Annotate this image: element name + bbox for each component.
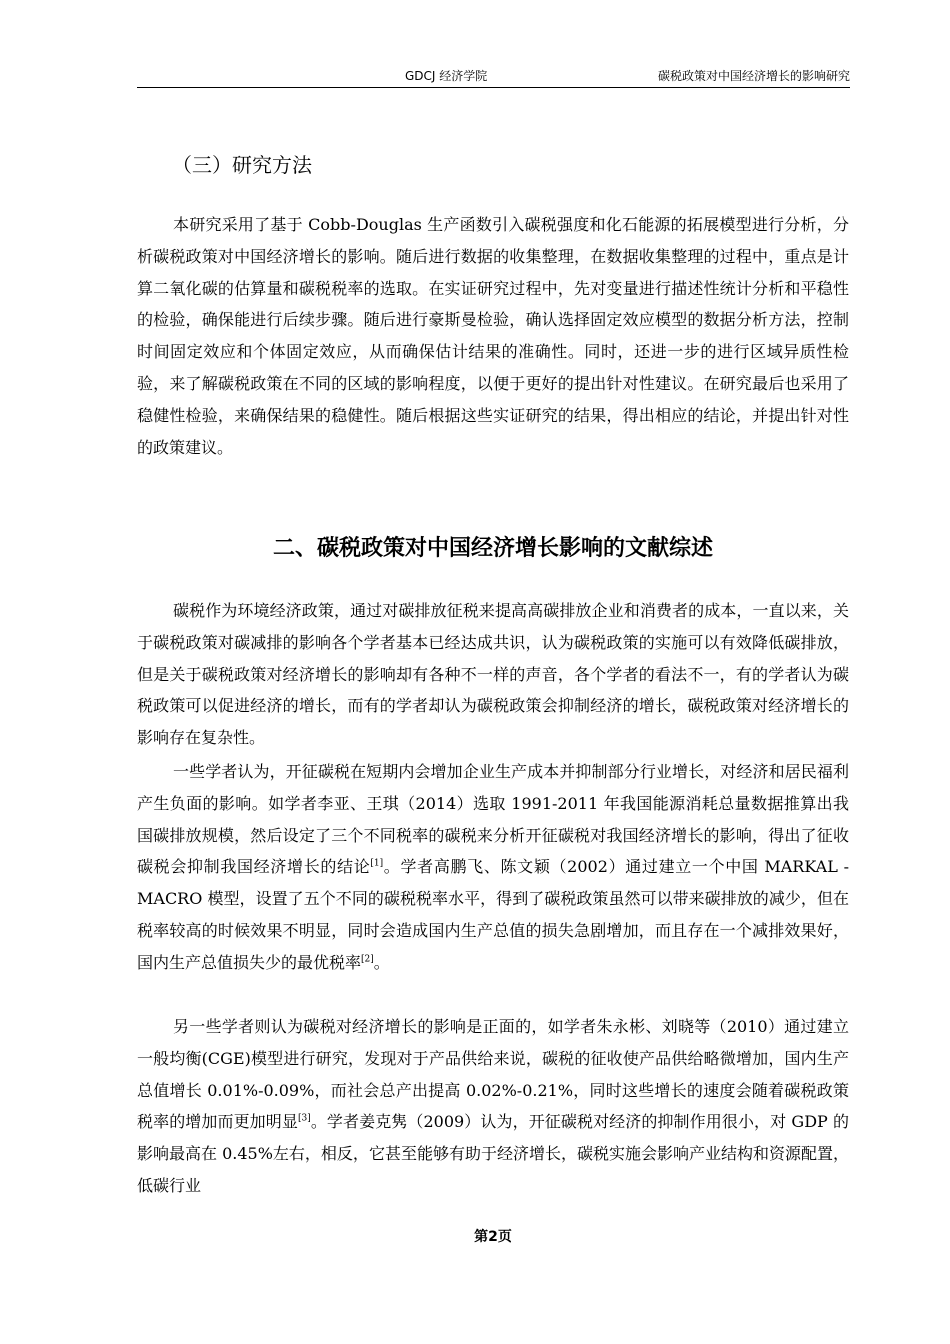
header-paper-title: 碳税政策对中国经济增长的影响研究	[657, 69, 850, 83]
section-title-literature-review: 二、碳税政策对中国经济增长影响的文献综述	[272, 536, 713, 561]
literature-paragraph-1: 碳税作为环境经济政策，通过对碳排放征税来提高高碳排放企业和消费者的成本，一直以来，关于碳税政策对碳减排的影响各个学者基本已经达成共识，认为碳税政策的实施可以有效降低碳排放，但是关于碳税政策对经济增长的影响却有各种不一样的声音，各个学者的看法不一，有的学者认为碳税政策可以促进经济的增长，而有的学者却认为碳税政策会抑制经济的增长，碳税政策对经济增长的影响存在复杂性。	[137, 601, 849, 748]
page-number: 第2页	[474, 1229, 512, 1245]
header-school-name: GDCJ 经济学院	[405, 69, 488, 83]
citation-ref-2: [2]	[361, 954, 374, 965]
citation-ref-3: [3]	[297, 1114, 311, 1125]
header-divider	[137, 87, 850, 88]
literature-paragraph-2-text-b: 。学者高鹏飞、陈文颖（2002）通过建立一个中国 MARKAL -MACRO 模型，设置了五个不同的碳税税率水平，得到了碳税政策虽然可以带来碳排放的减少，但在税率较高的时候效果不明显，同时会造成国内生产总值的损失急剧增加，而且存在一个减排效果好，国内生产总值损失少的最优税率	[137, 857, 849, 972]
literature-paragraph-2-text-c: 。	[373, 952, 390, 972]
literature-paragraph-3-text-b: 。学者姜克隽（2009）认为，开征碳税对经济的抑制作用很小，对 GDP 的影响最高在 0.45%左右，相反，它甚至能够有助于经济增长，碳税实施会影响产业结构和资源配置，低碳行业	[137, 1112, 849, 1195]
subsection-title-research-method: （三）研究方法	[172, 153, 312, 177]
literature-paragraph-2-text-a: 一些学者认为，开征碳税在短期内会增加企业生产成本并抑制部分行业增长，对经济和居民福利产生负面的影响。如学者李亚、王琪（2014）选取 1991-2011 年我国能源消耗总量数据推算出我国碳排放规模，然后设定了三个不同税率的碳税来分析开征碳税对我国经济增长的影响，得出了征收碳税会抑制我国经济增长的结论	[137, 762, 849, 877]
literature-paragraph-3	[137, 1011, 849, 1202]
citation-ref-1: [1]	[370, 859, 384, 870]
page-header	[137, 66, 850, 86]
literature-paragraph-3-text-a: 另一些学者则认为碳税对经济增长的影响是正面的，如学者朱永彬、刘晓等（2010）通过建立一般均衡(CGE)模型进行研究，发现对于产品供给来说，碳税的征收使产品供给略微增加，国内生产总值增长 0.01%-0.09%，而社会总产出提高 0.02%-0.21%，同时这些增长的速度会随着碳税政策税率的增加而更加明显	[137, 1017, 849, 1132]
literature-paragraph-2	[137, 756, 849, 979]
research-method-paragraph: 本研究采用了基于 Cobb-Douglas 生产函数引入碳税强度和化石能源的拓展模型进行分析，分析碳税政策对中国经济增长的影响。随后进行数据的收集整理，在数据收集整理的过程中，重点是计算二氧化碳的估算量和碳税税率的选取。在实证研究过程中，先对变量进行描述性统计分析和平稳性的检验，确保能进行后续步骤。随后进行豪斯曼检验，确认选择固定效应模型的数据分析方法，控制时间固定效应和个体固定效应，从而确保估计结果的准确性。同时，还进一步的进行区域异质性检验，来了解碳税政策在不同的区域的影响程度，以便于更好的提出针对性建议。在研究最后也采用了稳健性检验，来确保结果的稳健性。随后根据这些实证研究的结果，得出相应的结论，并提出针对性的政策建议。	[137, 215, 849, 457]
